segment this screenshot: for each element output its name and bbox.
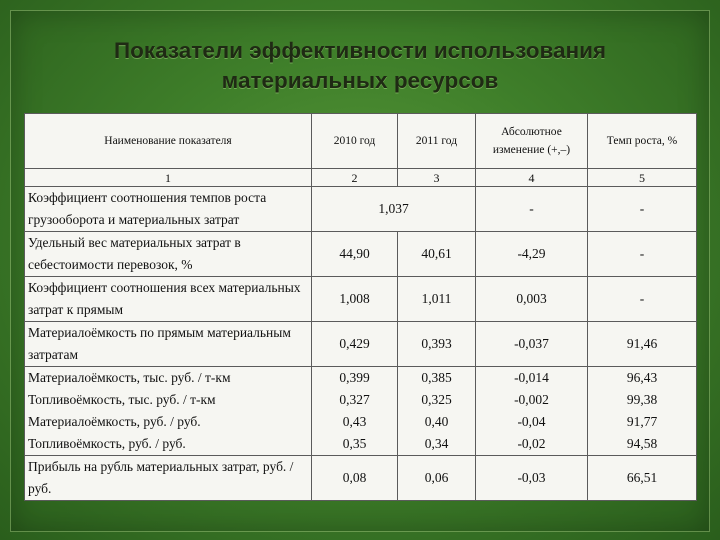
rate-value: 66,51: [588, 456, 697, 501]
value-2010: 0,327: [339, 392, 370, 407]
value-2011: 40,61: [398, 232, 476, 277]
row-label-group: [25, 367, 312, 456]
abs-value: 0,003: [476, 277, 588, 322]
abs-value: -: [476, 187, 588, 232]
abs-value: -0,037: [476, 322, 588, 367]
rate-value: 91,46: [588, 322, 697, 367]
header-growth-rate: Темп роста, %: [588, 114, 697, 169]
row-label: Коэффициент соотношения темпов роста грузооборота и материальных затрат: [25, 187, 312, 232]
table-row: [25, 456, 697, 501]
row-label: Топливоёмкость, тыс. руб. / т-км: [28, 392, 216, 407]
value-2010: 44,90: [312, 232, 398, 277]
value-2010: 0,43: [342, 414, 367, 429]
col-number: 3: [398, 169, 476, 187]
row-label: Материалоёмкость, тыс. руб. / т-км: [28, 370, 231, 385]
col-number: 2: [312, 169, 398, 187]
abs-value: -0,04: [517, 414, 546, 429]
value-2010: 0,399: [339, 370, 370, 385]
column-numbers-row: [25, 169, 697, 187]
indicators-table: [24, 113, 697, 501]
row-label: Топливоёмкость, руб. / руб.: [28, 436, 186, 451]
col-number: 5: [588, 169, 697, 187]
rate-value: -: [588, 232, 697, 277]
value-2010-group: [312, 367, 398, 456]
rate-value: 99,38: [626, 392, 658, 407]
value-2011: 0,06: [398, 456, 476, 501]
table-row: [25, 232, 697, 277]
value-2011: 0,34: [424, 436, 449, 451]
col-number: 4: [476, 169, 588, 187]
table-row: [25, 187, 697, 232]
rate-value-group: [588, 367, 697, 456]
header-2011: 2011 год: [398, 114, 476, 169]
title-line-2: материальных ресурсов: [221, 68, 499, 93]
abs-value-group: [476, 367, 588, 456]
value-2011: 0,40: [424, 414, 449, 429]
abs-value: -0,014: [514, 370, 549, 385]
value-2010: 0,429: [312, 322, 398, 367]
value-2010: 0,08: [312, 456, 398, 501]
row-label: Удельный вес материальных затрат в себестоимости перевозок, %: [25, 232, 312, 277]
rate-value: 96,43: [626, 370, 658, 385]
value-2011: 0,385: [421, 370, 452, 385]
header-name: Наименование показателя: [25, 114, 312, 169]
table-row: [25, 367, 697, 456]
value-2011: 0,393: [398, 322, 476, 367]
value-2011-group: [398, 367, 476, 456]
value-2011: 1,011: [398, 277, 476, 322]
rate-value: 91,77: [626, 414, 658, 429]
row-label: Коэффициент соотношения всех материальных затрат к прямым: [25, 277, 312, 322]
abs-value: -4,29: [476, 232, 588, 277]
header-2010: 2010 год: [312, 114, 398, 169]
header-abs-change: Абсолютное изменение (+,–): [476, 114, 588, 169]
table-row: [25, 322, 697, 367]
abs-value: -0,002: [514, 392, 549, 407]
header-row: [25, 114, 697, 169]
value-2011: 0,325: [421, 392, 452, 407]
slide-title: [0, 36, 720, 96]
value-2010: 1,008: [312, 277, 398, 322]
merged-value: 1,037: [312, 187, 476, 232]
table-row: [25, 277, 697, 322]
rate-value: 94,58: [626, 436, 658, 451]
abs-value: -0,02: [517, 436, 546, 451]
value-2010: 0,35: [342, 436, 367, 451]
row-label: Материалоёмкость по прямым материальным затратам: [25, 322, 312, 367]
rate-value: -: [588, 277, 697, 322]
abs-value: -0,03: [476, 456, 588, 501]
title-line-1: Показатели эффективности использования: [113, 38, 607, 63]
col-number: 1: [25, 169, 312, 187]
row-label: Прибыль на рубль материальных затрат, руб. / руб.: [25, 456, 312, 501]
row-label: Материалоёмкость, руб. / руб.: [28, 414, 201, 429]
rate-value: -: [588, 187, 697, 232]
